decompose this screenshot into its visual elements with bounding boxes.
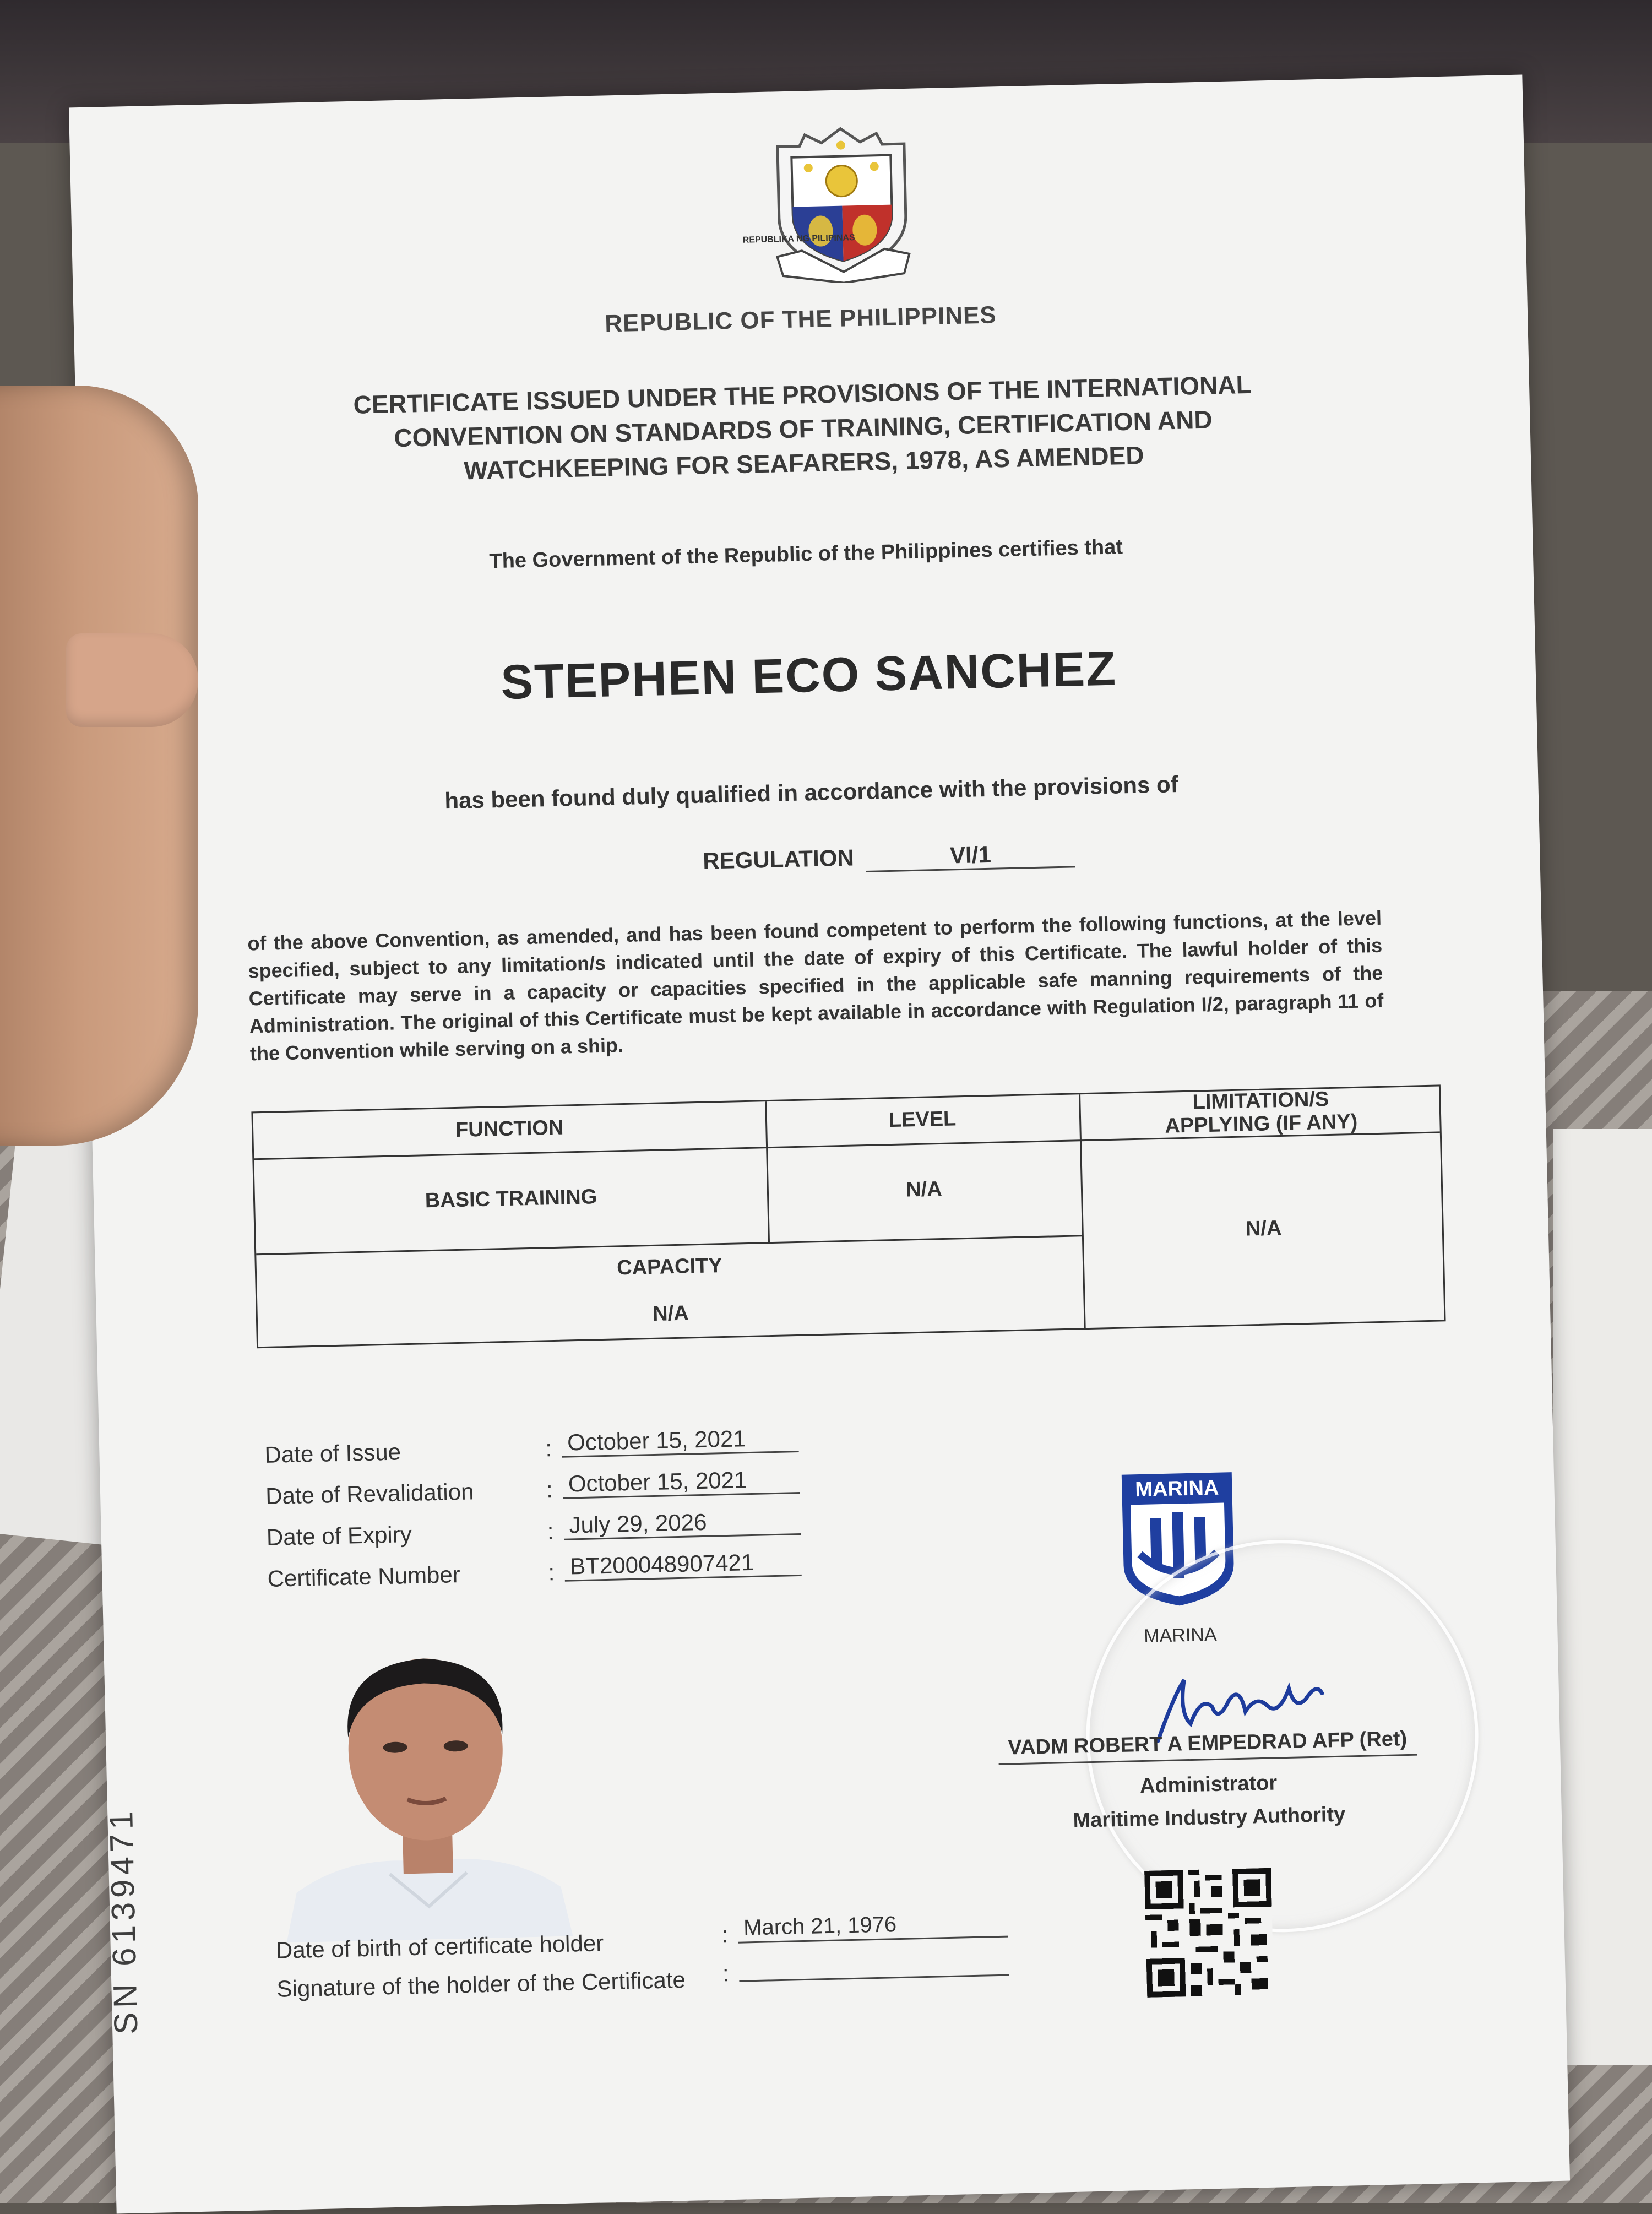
capacity-label: CAPACITY <box>616 1254 723 1280</box>
date-colon: : <box>547 1518 555 1544</box>
certificate-sheet <box>69 75 1570 2214</box>
signature-label: Signature of the holder of the Certificate <box>276 1966 686 2002</box>
serial-number: SN 6139471 <box>102 1806 145 2035</box>
convention-heading <box>75 361 1531 496</box>
certificate-number-value: BT200048907421 <box>564 1548 802 1582</box>
header-limitation <box>1079 1085 1443 1139</box>
signatory-name: VADM ROBERT A EMPEDRAD AFP (Ret) <box>998 1727 1417 1765</box>
header-limitation-line-1: LIMITATION/S <box>1192 1087 1329 1114</box>
date-colon: : <box>546 1477 553 1503</box>
certificate-number-label: Certificate Number <box>267 1561 461 1592</box>
date-colon: : <box>545 1435 552 1462</box>
country-heading: REPUBLIC OF THE PHILIPPINES <box>604 301 997 338</box>
certificate-body-text: of the above Convention, as amended, and has been found competent to perform the following functions, at the level specified, subject to any limitation/s indicated until the date of expiry of this Certificate. The lawful holder of this Certificate may serve in a capacity or capacities specified in the applicable safe manning requirements of the Administration. The original of this Certificate must be kept available in accordance with Regulation I/2, paragraph 11 of the Convention while serving on a ship. <box>247 906 1384 1065</box>
regulation-label: REGULATION <box>702 844 855 874</box>
date-colon: : <box>547 1559 555 1586</box>
capacity-value: N/A <box>652 1301 689 1326</box>
certifies-intro: The Government of the Republic of the Philippines certifies that <box>489 535 1123 573</box>
date-of-revalidation-label: Date of Revalidation <box>265 1478 474 1509</box>
date-of-issue-value: October 15, 2021 <box>562 1424 799 1458</box>
dob-colon: : <box>721 1922 729 1948</box>
holding-thumb <box>66 633 198 727</box>
date-of-revalidation-value: October 15, 2021 <box>562 1466 800 1499</box>
signatory-organization: Maritime Industry Authority <box>1073 1803 1346 1832</box>
level-value: N/A <box>905 1177 943 1202</box>
seal-ribbon-text: REPUBLIKA NG PILIPINAS <box>742 233 855 245</box>
qr-code-icon <box>1144 1868 1274 1998</box>
dob-label: Date of birth of certificate holder <box>275 1930 604 1963</box>
regulation-value: VI/1 <box>866 839 1075 872</box>
header-level: LEVEL <box>888 1107 957 1132</box>
holder-photo <box>280 1628 573 1943</box>
convention-line-2: CONVENTION ON STANDARDS OF TRAINING, CERTIFICATION AND <box>393 405 1213 453</box>
signatory-title: Administrator <box>1139 1771 1278 1798</box>
regulation-row <box>703 839 1075 876</box>
signature-value <box>738 1949 1009 1982</box>
function-table <box>251 1084 1446 1348</box>
header-function: FUNCTION <box>455 1116 564 1142</box>
qualified-statement: has been found duly qualified in accordance with the provisions of <box>444 771 1179 814</box>
background-paper-right <box>1553 1129 1652 2065</box>
marina-logo-text: MARINA <box>1134 1476 1219 1502</box>
philippine-seal-icon <box>766 122 919 285</box>
date-of-expiry-label: Date of Expiry <box>266 1521 412 1550</box>
dob-value: March 21, 1976 <box>738 1910 1008 1944</box>
holder-name: STEPHEN ECO SANCHEZ <box>500 641 1117 709</box>
header-limitation-line-2: APPLYING (IF ANY) <box>1165 1110 1358 1138</box>
date-of-issue-label: Date of Issue <box>264 1439 401 1468</box>
holding-hand <box>0 386 198 1146</box>
convention-line-3: WATCHKEEPING FOR SEAFARERS, 1978, AS AMENDED <box>463 441 1145 485</box>
function-value: BASIC TRAINING <box>425 1185 597 1213</box>
convention-line-1: CERTIFICATE ISSUED UNDER THE PROVISIONS OF THE INTERNATIONAL <box>353 370 1252 419</box>
limitation-value: N/A <box>1245 1217 1282 1241</box>
marina-caption: MARINA <box>1143 1624 1217 1647</box>
date-of-expiry-value: July 29, 2026 <box>563 1507 801 1540</box>
signature-colon: : <box>722 1960 730 1987</box>
